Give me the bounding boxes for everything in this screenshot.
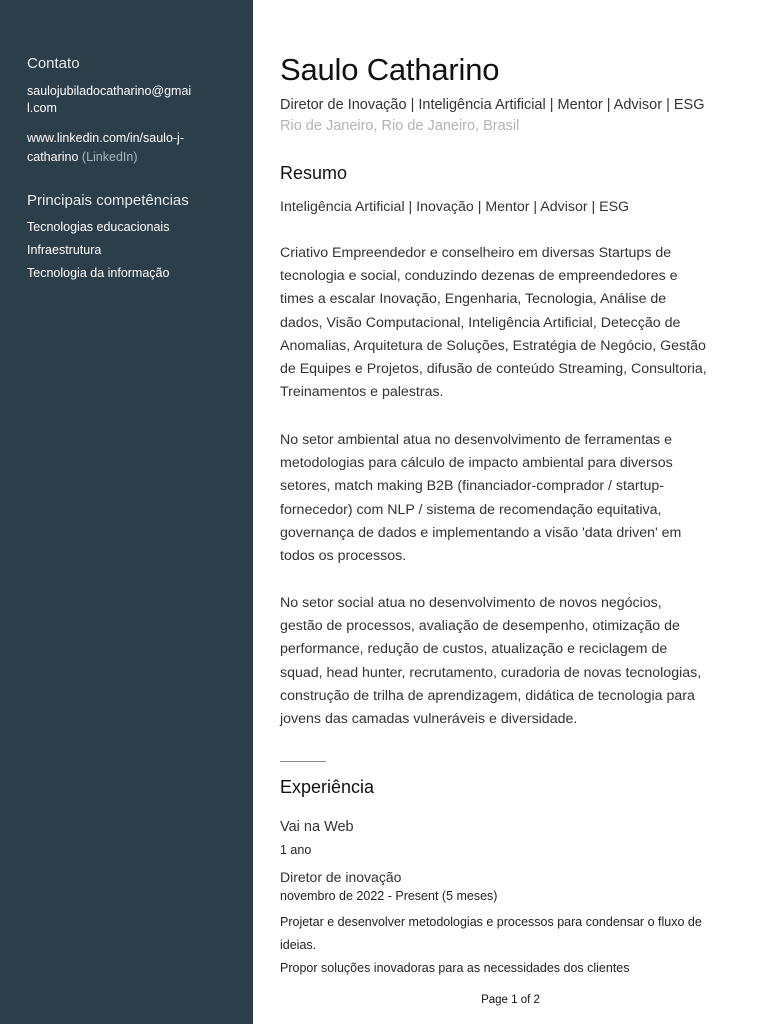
- text-line: gestão de processos, avaliação de desempenho, otimização de: [280, 618, 680, 635]
- text-line: tecnologia e social, conduzindo dezenas de empreendedores e: [280, 268, 678, 285]
- text-line: jovens das camadas vulneráveis e diversidade.: [280, 711, 578, 728]
- experience-company: Vai na Web: [280, 819, 354, 835]
- profile-name: Saulo Catharino: [280, 52, 500, 87]
- text-line: Treinamentos e palestras.: [280, 384, 444, 401]
- profile-location: Rio de Janeiro, Rio de Janeiro, Brasil: [280, 118, 520, 134]
- section-divider: [280, 761, 326, 762]
- experience-duration: 1 ano: [280, 843, 312, 857]
- text-line: construção de trilha de aprendizagem, didática de tecnologia para: [280, 687, 695, 704]
- experience-description-line: ideias.: [280, 938, 317, 952]
- linkedin-url-text[interactable]: catharino: [27, 150, 79, 164]
- experience-role: Diretor de inovação: [280, 869, 402, 885]
- text-line: metodologias para cálculo de impacto ambiental para diversos: [280, 455, 673, 472]
- linkedin-url-line-2[interactable]: [27, 148, 138, 166]
- summary-paragraph-2: [280, 429, 742, 568]
- text-line: dados, Visão Computacional, Inteligência Artificial, Detecção de: [280, 314, 681, 331]
- main-content: [280, 0, 740, 1024]
- email-line-1[interactable]: saulojubiladocatharino@gmai: [27, 84, 192, 98]
- contact-section-title: Contato: [27, 55, 80, 72]
- summary-tagline-text: Inteligência Artificial | Inovação | Mentor | Advisor | ESG: [280, 199, 630, 215]
- experience-description-line: Propor soluções inovadoras para as necessidades dos clientes: [280, 961, 630, 975]
- skill-item: Tecnologia da informação: [27, 266, 170, 280]
- text-line: No setor ambiental atua no desenvolvimento de ferramentas e: [280, 432, 672, 448]
- profile-headline: Diretor de Inovação | Inteligência Artificial | Mentor | Advisor | ESG: [280, 97, 705, 113]
- summary-tagline: [280, 196, 742, 219]
- skill-item: Infraestrutura: [27, 243, 102, 257]
- text-line: de Equipes e Projetos, difusão de conteúdo Streaming, Consultoria,: [280, 361, 707, 378]
- sidebar: [0, 0, 253, 1024]
- text-line: governança de dados e implementando a visão 'data driven' em: [280, 524, 682, 541]
- linkedin-label: (LinkedIn): [78, 150, 138, 164]
- text-line: squad, head hunter, recrutamento, curadoria de novas tecnologias,: [280, 664, 702, 681]
- text-line: fornecedor) com NLP / sistema de recomendação equitativa,: [280, 501, 662, 518]
- linkedin-url-line-1[interactable]: www.linkedin.com/in/saulo-j-: [27, 131, 185, 145]
- email-line-2[interactable]: l.com: [27, 101, 57, 115]
- skill-item: Tecnologias educacionais: [27, 220, 170, 234]
- skills-section-title: Principais competências: [27, 192, 189, 209]
- text-line: times a escalar Inovação, Engenharia, Tecnologia, Análise de: [280, 291, 667, 308]
- text-line: Anomalias, Arquitetura de Soluções, Estratégia de Negócio, Gestão: [280, 337, 706, 354]
- text-line: todos os processos.: [280, 548, 407, 565]
- experience-title: Experiência: [280, 777, 375, 797]
- text-line: No setor social atua no desenvolvimento de novos negócios,: [280, 595, 662, 611]
- summary-paragraph-3: [280, 592, 742, 731]
- summary-title: Resumo: [280, 163, 348, 183]
- experience-description-line: Projetar e desenvolver metodologias e processos para condensar o fluxo de: [280, 915, 702, 929]
- text-line: Criativo Empreendedor e conselheiro em diversas Startups de: [280, 245, 672, 261]
- text-line: performance, redução de custos, atualização e reciclagem de: [280, 641, 668, 658]
- summary-paragraph-1: [280, 242, 742, 404]
- text-line: setores, match making B2B (financiador-comprador / startup-: [280, 478, 665, 495]
- experience-period: novembro de 2022 - Present (5 meses): [280, 889, 498, 903]
- page-number: Page 1 of 2: [481, 994, 540, 1006]
